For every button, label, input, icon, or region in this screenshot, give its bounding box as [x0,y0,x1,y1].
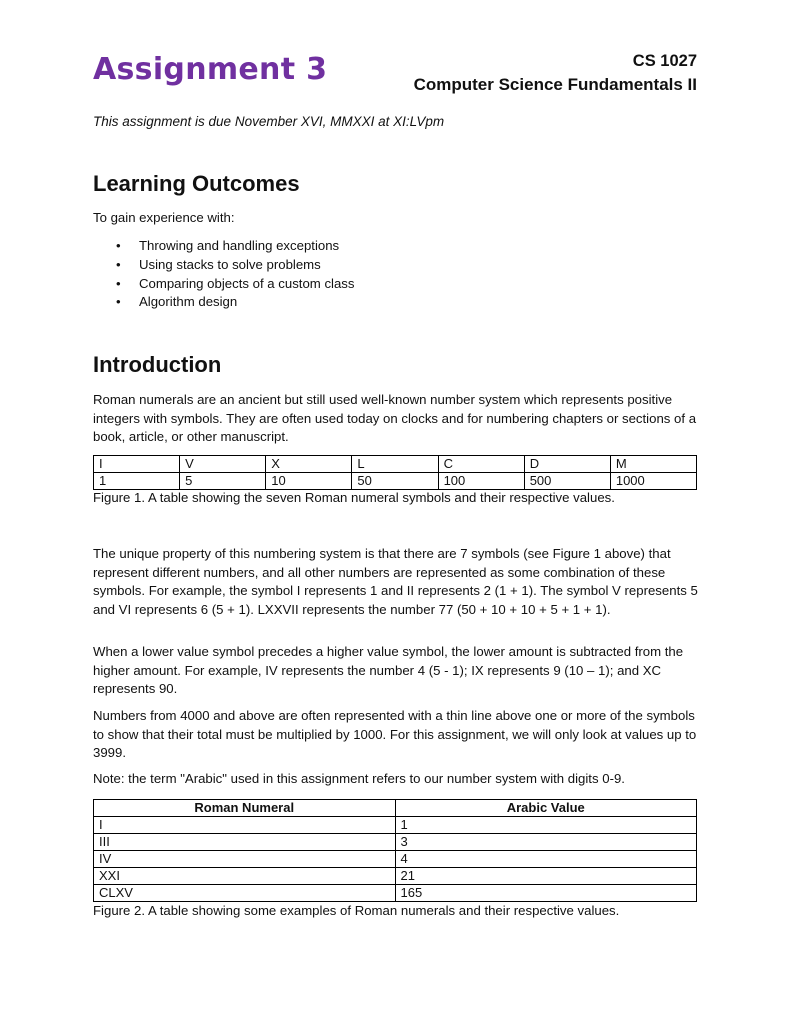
table-cell: 5 [180,473,266,490]
table-cell: D [524,456,610,473]
table-header-row [94,800,697,817]
intro-paragraph-2: The unique property of this numbering system is that there are 7 symbols (see Figure 1 above) that represent different numbers, and all other numbers are represented as some combination of these symbols. For example, the symbol I represents 1 and II represents 2 (1 + 1). The symbol V represents 5 and VI represents 6 (5 + 1). LXXVII represents the number 77 (50 + 10 + 10 + 5 + 1 + 1). [93,546,698,617]
intro-paragraph-1: Roman numerals are an ancient but still used well-known number system which represents positive integers with symbols. They are often used today on clocks and for numbering chapters or sections of a book, article, or other manuscript. [93,392,697,444]
table-cell: XXI [94,868,396,885]
list-item: • Algorithm design [93,293,355,312]
table-cell: 500 [524,473,610,490]
table-cell: CLXV [94,885,396,902]
table-cell: I [94,817,396,834]
table-row [94,834,697,851]
table-row [94,868,697,885]
list-item: • Comparing objects of a custom class [93,275,355,294]
intro-paragraph-4: Numbers from 4000 and above are often represented with a thin line above one or more of the symbols to show that their total must be multiplied by 1000. For this assignment, we will only look at values up to 3999. [93,708,697,760]
column-header: Arabic Value [395,800,697,817]
table-cell: 165 [395,885,697,902]
table-row [94,885,697,902]
learning-outcomes-list [93,237,355,312]
table-cell: 10 [266,473,352,490]
course-name: Computer Science Fundamentals II [413,75,697,94]
learning-outcomes-heading: Learning Outcomes [93,171,300,196]
table-row [94,851,697,868]
intro-paragraph-5: Note: the term "Arabic" used in this assignment refers to our number system with digits 0-9. [93,771,625,786]
assignment-title: Assignment 3 [93,52,328,87]
course-code: CS 1027 [632,52,697,70]
table-cell: L [352,456,438,473]
course-header [414,50,697,98]
table-row [94,817,697,834]
table-cell: 100 [438,473,524,490]
roman-examples-table [93,799,697,902]
table-cell: III [94,834,396,851]
due-date-line: This assignment is due November XVI, MMXXI at XI:LVpm [93,114,445,129]
table-cell: 21 [395,868,697,885]
column-header: Roman Numeral [94,800,396,817]
table-row [94,456,697,473]
table-cell: 1 [395,817,697,834]
figure-1-caption: Figure 1. A table showing the seven Roman numeral symbols and their respective values. [93,490,615,505]
table-cell: 50 [352,473,438,490]
table-cell: 4 [395,851,697,868]
roman-symbols-table [93,455,697,490]
list-item: • Throwing and handling exceptions [93,237,355,256]
intro-paragraph-3: When a lower value symbol precedes a higher value symbol, the lower amount is subtracted from the higher amount. For example, IV represents the number 4 (5 - 1); IX represents 9 (10 – 1); and XC represents 90. [93,644,684,696]
table-cell: 1000 [610,473,696,490]
figure-2-caption: Figure 2. A table showing some examples of Roman numerals and their respective values. [93,903,620,918]
learning-outcomes-intro: To gain experience with: [93,210,235,225]
table-cell: C [438,456,524,473]
table-cell: X [266,456,352,473]
table-cell: M [610,456,696,473]
table-cell: 3 [395,834,697,851]
table-cell: 1 [94,473,180,490]
table-cell: V [180,456,266,473]
list-item: • Using stacks to solve problems [93,256,355,275]
table-cell: I [94,456,180,473]
introduction-heading: Introduction [93,352,222,377]
table-cell: IV [94,851,396,868]
table-row [94,473,697,490]
